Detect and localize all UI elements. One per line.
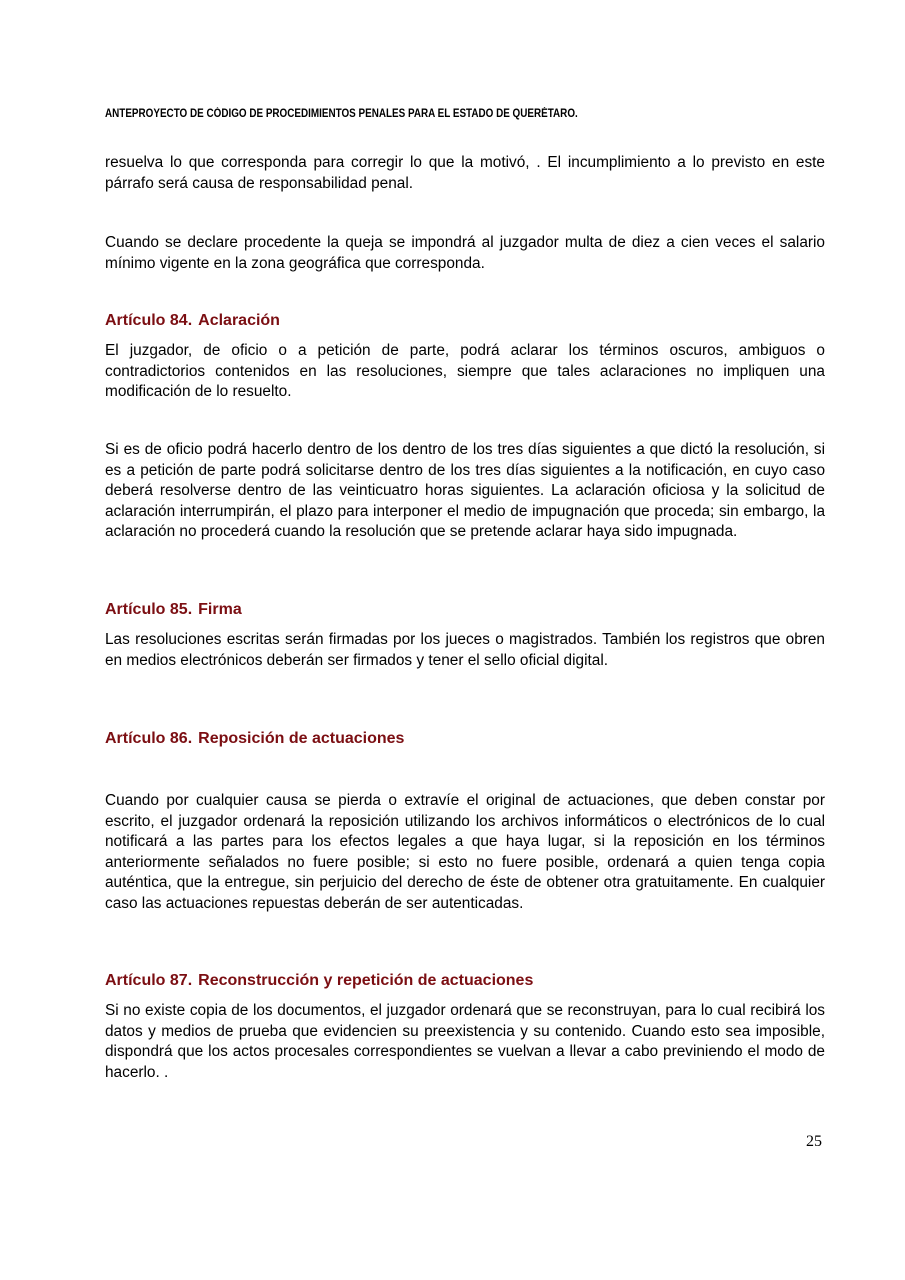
article-84-paragraph-1: El juzgador, de oficio o a petición de parte, podrá aclarar los términos oscuros, ambiguos o contradictorios contenidos en las resoluciones, siempre que tales aclaraciones no impliquen una modificación de lo resuelto. — [105, 342, 825, 400]
document-header: ANTEPROYECTO DE CÓDIGO DE PROCEDIMIENTOS PENALES PARA EL ESTADO DE QUERÉTARO. — [105, 108, 578, 120]
article-84-heading — [105, 311, 825, 331]
article-title: Firma — [198, 601, 242, 618]
article-87-paragraph-1: Si no existe copia de los documentos, el juzgador ordenará que se reconstruyan, para lo cual recibirá los datos y medios de prueba que evidencien su preexistencia y su contenido. Cuando esto sea imposible, dispondrá que los actos procesales correspondientes se vuelvan a llevar a cabo previniendo el modo de hacerlo. . — [105, 1002, 825, 1081]
article-title: Aclaración — [198, 312, 280, 329]
page-number: 25 — [806, 1133, 822, 1150]
article-number: Artículo 85. — [105, 601, 193, 618]
article-87-heading — [105, 971, 825, 991]
article-number: Artículo 84. — [105, 312, 193, 329]
article-number: Artículo 86. — [105, 730, 193, 747]
paragraph: Cuando se declare procedente la queja se impondrá al juzgador multa de diez a cien veces el salario mínimo vigente en la zona geográfica que corresponda. — [105, 234, 825, 272]
article-title: Reposición de actuaciones — [198, 730, 405, 747]
article-85-heading — [105, 600, 825, 620]
paragraph: resuelva lo que corresponda para corregir lo que la motivó, . El incumplimiento a lo previsto en este párrafo será causa de responsabilidad penal. — [105, 154, 825, 192]
article-86-heading — [105, 729, 825, 749]
article-85-paragraph-1: Las resoluciones escritas serán firmadas por los jueces o magistrados. También los registros que obren en medios electrónicos deberán ser firmados y tener el sello oficial digital. — [105, 631, 825, 669]
article-84-paragraph-2: Si es de oficio podrá hacerlo dentro de los dentro de los tres días siguientes a que dictó la resolución, si es a petición de parte podrá solicitarse dentro de los tres días siguientes a la notificación, en cuyo caso deberá resolverse dentro de las veinticuatro horas siguientes. La aclaración oficiosa y la solicitud de aclaración interrumpirán, el plazo para interponer el medio de impugnación que proceda; sin embargo, la aclaración no procederá cuando la resolución que se pretende aclarar haya sido impugnada. — [105, 441, 825, 540]
article-number: Artículo 87. — [105, 972, 193, 989]
article-86-paragraph-1: Cuando por cualquier causa se pierda o extravíe el original de actuaciones, que deben constar por escrito, el juzgador ordenará la reposición utilizando los archivos informáticos o electrónicos de lo cual notificará a las partes para los efectos legales a que haya lugar, si la reposición en los términos anteriormente señalados no fuere posible; si esto no fuere posible, ordenará a quien tenga copia auténtica, que la entregue, sin perjuicio del derecho de éste de obtener otra gratuitamente. En cualquier caso las actuaciones repuestas deberán de ser autenticadas. — [105, 792, 825, 912]
article-title: Reconstrucción y repetición de actuaciones — [198, 972, 534, 989]
